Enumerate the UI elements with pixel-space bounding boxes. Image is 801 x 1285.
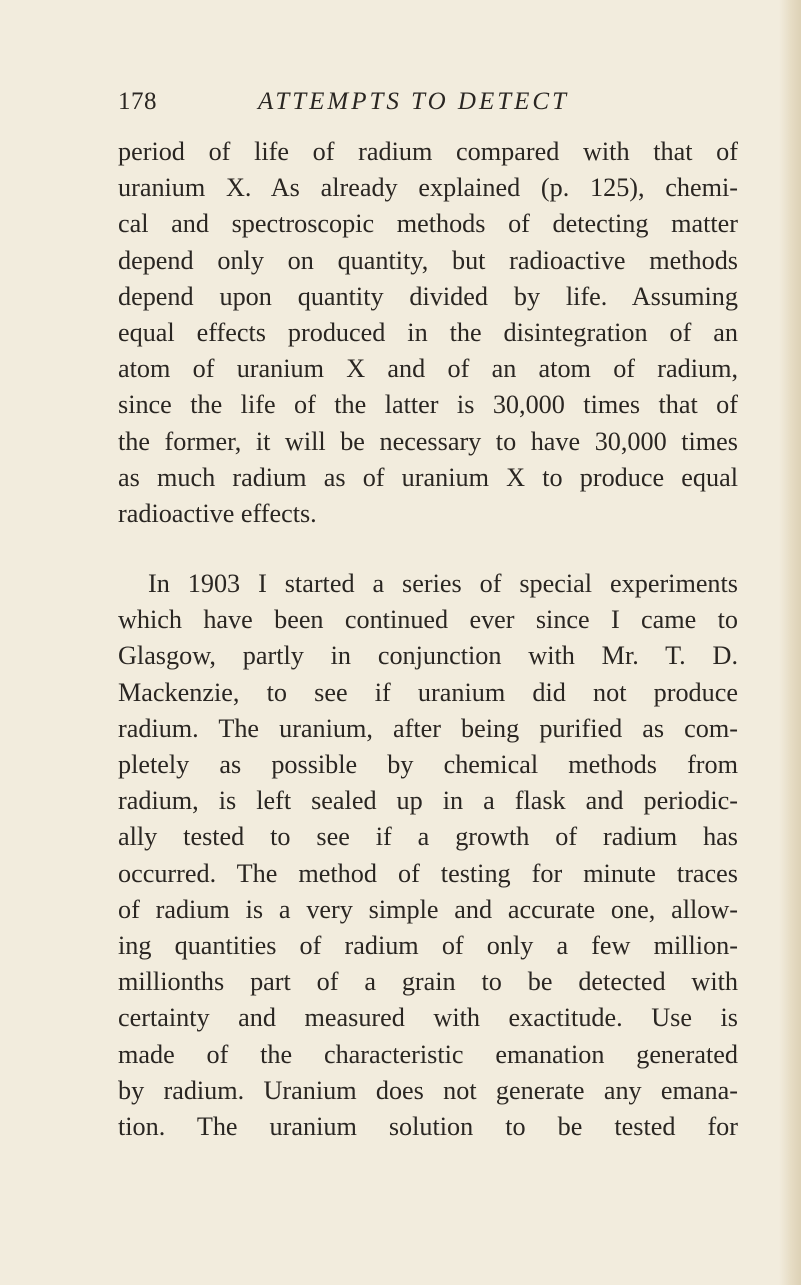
text-line: Glasgow, partly in conjunction with Mr. T. D. bbox=[118, 641, 738, 671]
text-line: tion. The uranium solution to be tested for bbox=[118, 1111, 738, 1141]
page-header bbox=[118, 88, 738, 128]
paragraph-1 bbox=[118, 134, 738, 532]
body-text bbox=[118, 134, 738, 1145]
text-line: period of life of radium compared with that of bbox=[118, 137, 738, 166]
text-line: radium, is left sealed up in a flask and periodic- bbox=[118, 786, 738, 816]
text-line: cal and spectroscopic methods of detecting matter bbox=[118, 209, 738, 239]
page-number: 178 bbox=[118, 88, 157, 115]
text-line: depend only on quantity, but radioactive methods bbox=[118, 245, 738, 275]
text-line: certainty and measured with exactitude. Use is bbox=[118, 1003, 738, 1033]
text-line: of radium is a very simple and accurate one, allow- bbox=[118, 894, 738, 924]
text-line: millionths part of a grain to be detected with bbox=[118, 967, 738, 997]
text-line: ing quantities of radium of only a few million- bbox=[118, 930, 738, 960]
text-line: the former, it will be necessary to have 30,000 times bbox=[118, 426, 738, 456]
paragraph-2 bbox=[118, 566, 738, 1145]
text-line: by radium. Uranium does not generate any emana- bbox=[118, 1075, 738, 1105]
text-line: depend upon quantity divided by life. Assuming bbox=[118, 281, 738, 311]
text-line: ally tested to see if a growth of radium has bbox=[118, 822, 738, 852]
text-line: made of the characteristic emanation generated bbox=[118, 1039, 738, 1069]
text-line: uranium X. As already explained (p. 125), chemi- bbox=[118, 173, 738, 203]
text-line: since the life of the latter is 30,000 times that of bbox=[118, 390, 738, 420]
page-edge-shadow bbox=[779, 0, 801, 1285]
text-line: radium. The uranium, after being purified as com- bbox=[118, 713, 738, 743]
text-line: as much radium as of uranium X to produce equal bbox=[118, 462, 738, 492]
text-line: occurred. The method of testing for minute traces bbox=[118, 858, 738, 888]
text-line: Mackenzie, to see if uranium did not produce bbox=[118, 677, 738, 707]
running-head: ATTEMPTS TO DETECT bbox=[258, 88, 570, 115]
text-line: which have been continued ever since I came to bbox=[118, 605, 738, 635]
text-line: atom of uranium X and of an atom of radium, bbox=[118, 354, 738, 384]
text-line: equal effects produced in the disintegration of an bbox=[118, 317, 738, 347]
text-line: radioactive effects. bbox=[118, 498, 317, 528]
text-line: pletely as possible by chemical methods from bbox=[118, 750, 738, 779]
text-line: In 1903 I started a series of special experiments bbox=[148, 569, 738, 599]
paragraph-spacer bbox=[118, 532, 738, 566]
